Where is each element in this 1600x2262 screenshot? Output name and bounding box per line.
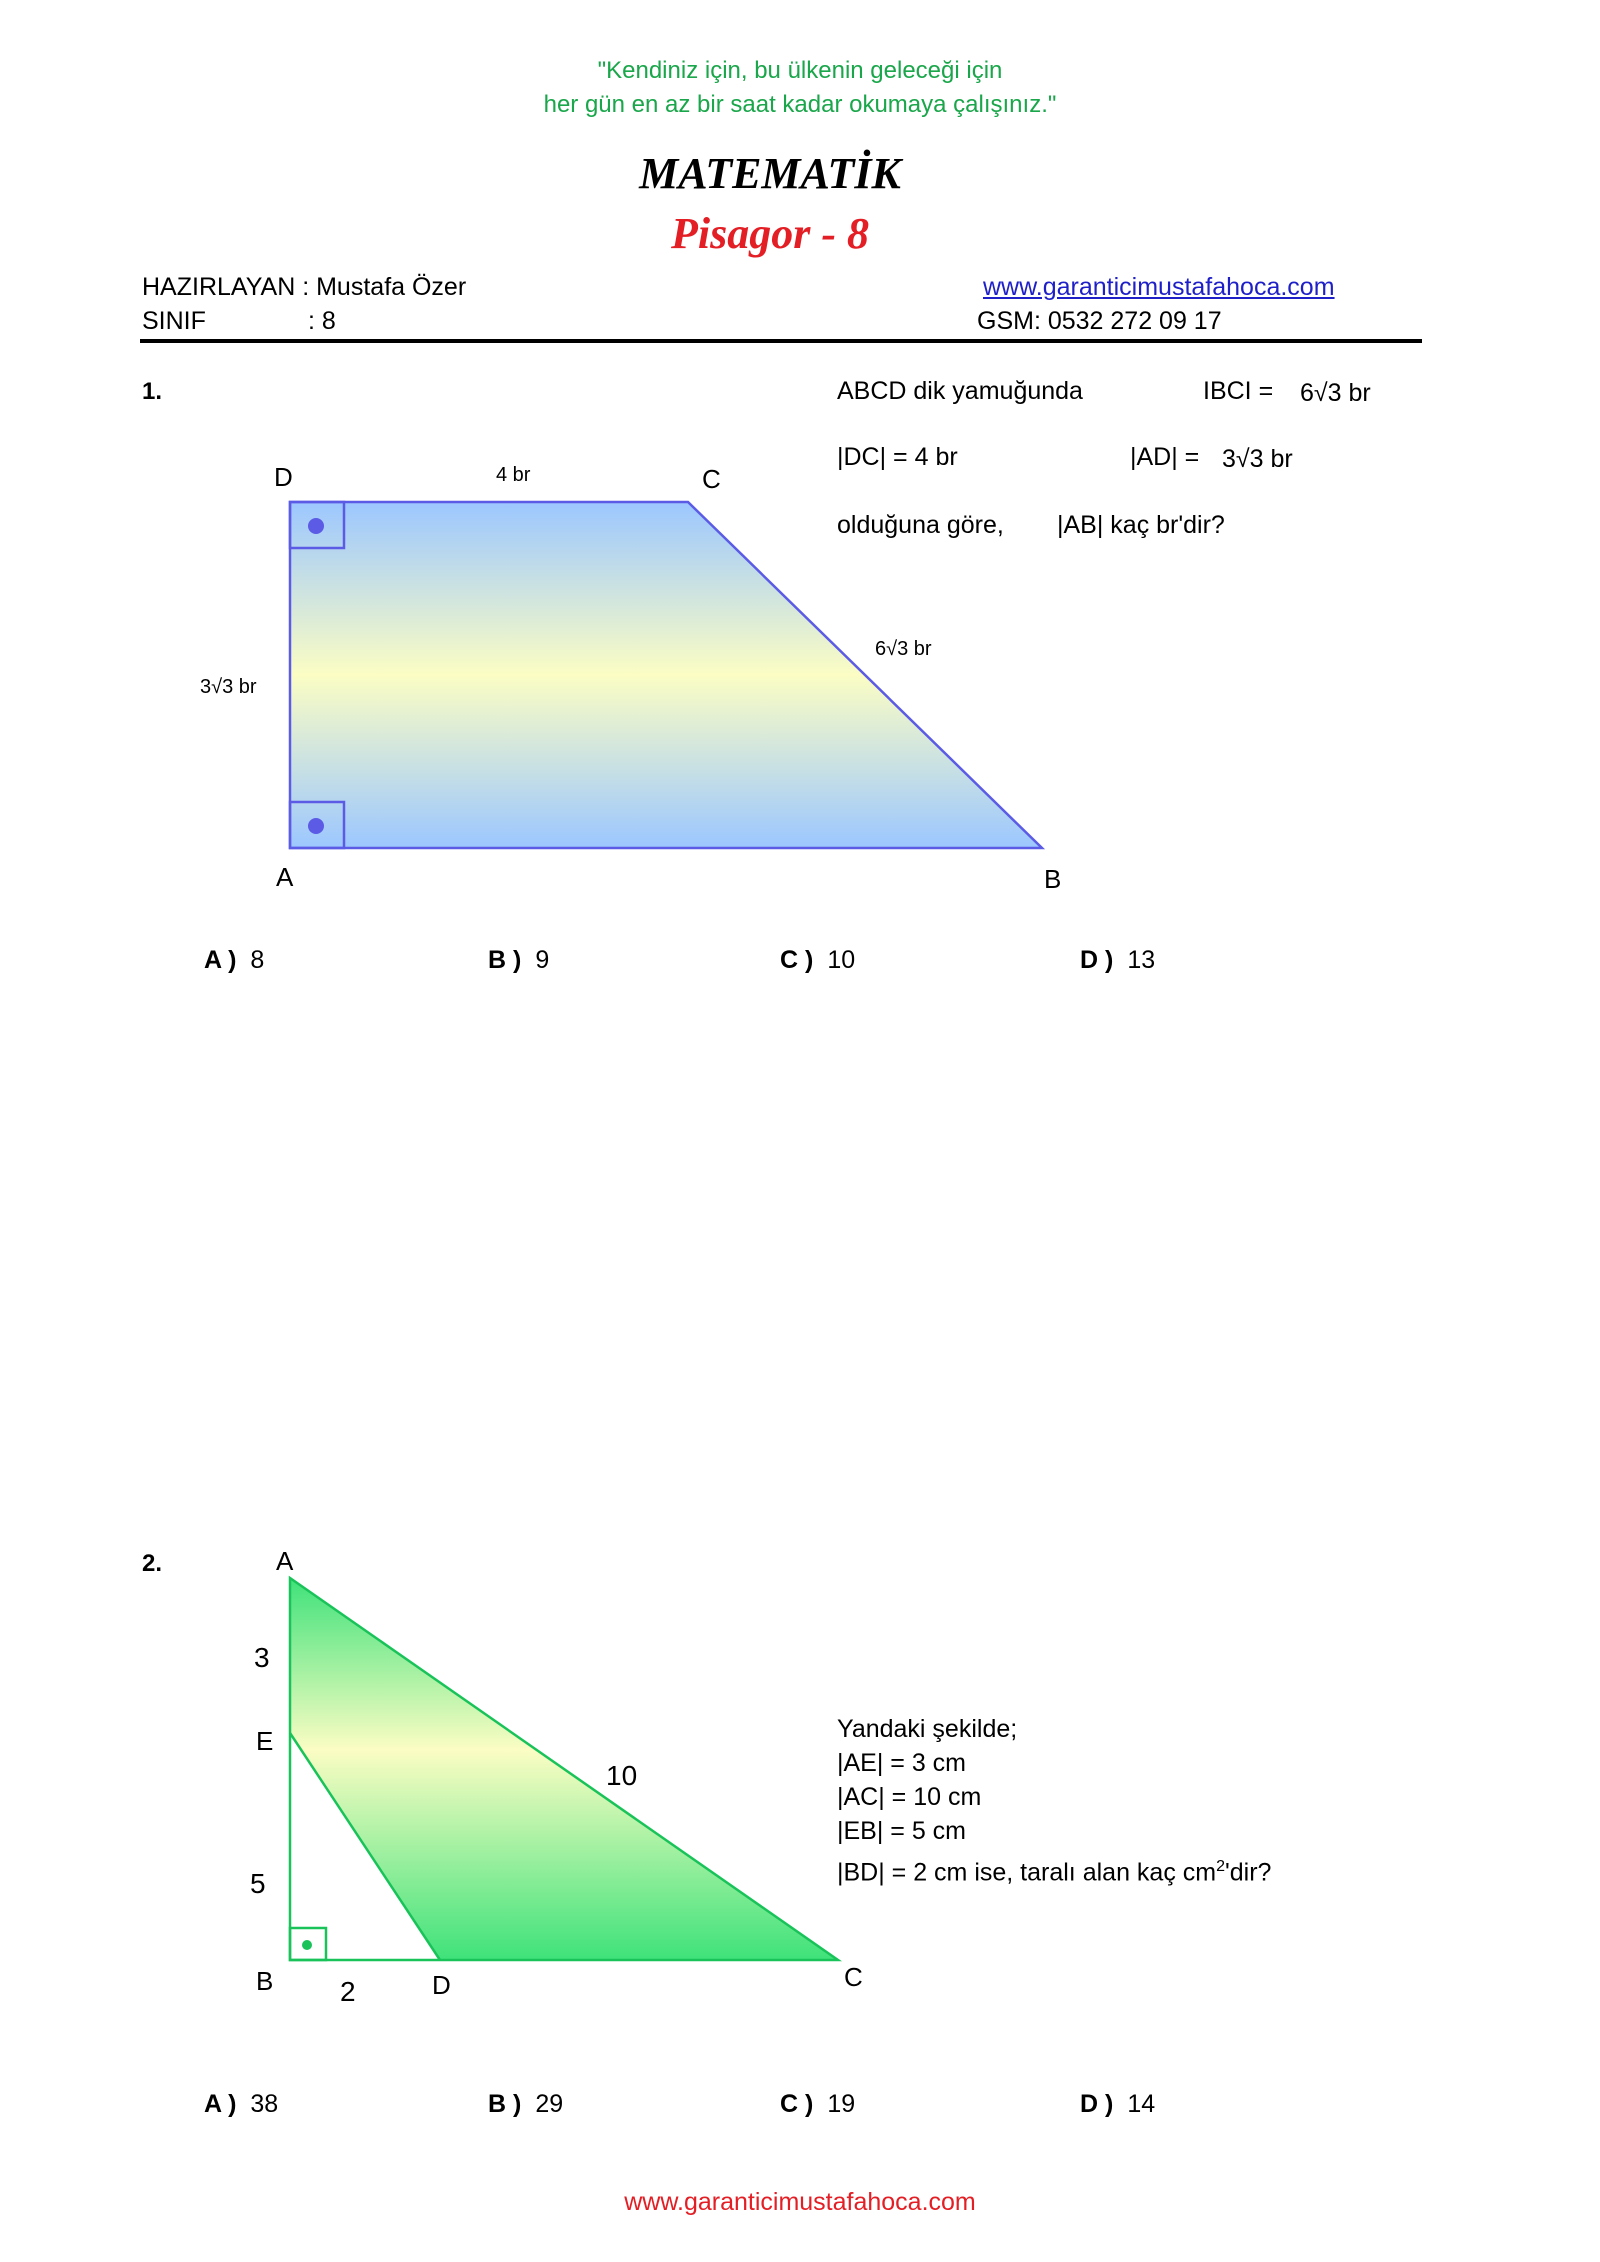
quote-line-1: "Kendiniz için, bu ülkenin geleceği için: [597, 57, 1003, 84]
option-letter: B ): [488, 2090, 522, 2118]
option-value: 8: [250, 946, 265, 974]
q1-fig-ad-coef: 3: [200, 676, 212, 698]
q1-label-a: A: [276, 862, 294, 892]
q2-label-c: C: [844, 1962, 863, 1992]
sqrt-symbol: √: [211, 676, 223, 698]
q1-fig-bc-unit: br: [913, 638, 932, 660]
question-2-number: 2.: [142, 1550, 163, 1577]
q1-label-b: B: [1044, 864, 1062, 894]
q2-option-b[interactable]: [488, 2090, 563, 2119]
q1-ad-unit: br: [1270, 445, 1293, 473]
q2-length-bd: 2: [340, 1976, 356, 2007]
q1-bc-rad: 3: [1327, 379, 1342, 407]
q2-label-a: A: [276, 1546, 294, 1576]
q2-text-line5: [837, 1850, 1271, 1889]
q1-label-d: D: [274, 462, 293, 492]
q2-option-c[interactable]: [780, 2090, 855, 2119]
topic-title: Pisagor - 8: [671, 209, 869, 258]
q2-text-line5-sup: 2: [1216, 1858, 1225, 1875]
q1-ad-coef: 3: [1222, 445, 1236, 473]
q2-label-d: D: [432, 1970, 451, 2000]
quote-line-2: her gün en az bir saat kadar okumaya çalışınız.": [543, 91, 1057, 118]
q2-text-line5-a: |BD| = 2 cm ise, taralı alan kaç cm: [837, 1858, 1217, 1887]
q1-ad-rad: 3: [1249, 445, 1264, 473]
option-value: 38: [250, 2090, 279, 2118]
q1-bc-unit: br: [1348, 379, 1371, 407]
option-letter: A ): [204, 946, 237, 974]
q1-fig-bc-rad: 3: [897, 638, 909, 660]
q2-label-b: B: [256, 1966, 274, 1996]
q2-text-line5-b: 'dir?: [1225, 1858, 1272, 1887]
q2-text-line1: Yandaki şekilde;: [837, 1715, 1018, 1743]
q2-text-line4: |EB| = 5 cm: [837, 1817, 967, 1845]
option-letter: D ): [1080, 946, 1114, 974]
q2-length-ae: 3: [254, 1642, 270, 1673]
option-value: 10: [827, 946, 856, 974]
author-label: HAZIRLAYAN : Mustafa Özer: [142, 273, 467, 301]
sqrt-symbol: √: [886, 638, 898, 660]
option-letter: C ): [780, 946, 814, 974]
q1-text-line3-a: olduğuna göre,: [837, 511, 1004, 539]
q1-text-line1-b: IBCI =: [1203, 377, 1274, 405]
option-letter: D ): [1080, 2090, 1114, 2118]
q1-text-line2-b: |AD| =: [1130, 443, 1200, 471]
q2-length-ac: 10: [606, 1760, 638, 1791]
class-label: SINIF: [142, 307, 206, 335]
option-letter: A ): [204, 2090, 237, 2118]
q2-label-e: E: [256, 1726, 274, 1756]
q1-text-line2-a: |DC| = 4 br: [837, 443, 958, 471]
sqrt-symbol: √: [1313, 379, 1328, 407]
header-phone: GSM: 0532 272 09 17: [977, 307, 1222, 335]
option-value: 14: [1127, 2090, 1156, 2118]
q1-fig-ad-unit: br: [238, 676, 257, 698]
q2-length-eb: 5: [250, 1868, 266, 1899]
q1-text-line1-a: ABCD dik yamuğunda: [837, 377, 1083, 405]
q2-text-line2: |AE| = 3 cm: [837, 1749, 967, 1777]
q1-fig-ad-rad: 3: [222, 676, 234, 698]
question-1-number: 1.: [142, 378, 163, 405]
q1-bc-coef: 6: [1300, 379, 1314, 407]
q2-option-d[interactable]: [1080, 2090, 1155, 2119]
q2-option-a[interactable]: [204, 2090, 278, 2119]
option-letter: C ): [780, 2090, 814, 2118]
right-angle-dot-b: [302, 1940, 312, 1950]
option-letter: B ): [488, 946, 522, 974]
option-value: 29: [535, 2090, 564, 2118]
subject-title: MATEMATİK: [639, 149, 901, 198]
q2-text-line3: |AC| = 10 cm: [837, 1783, 982, 1811]
option-value: 19: [827, 2090, 856, 2118]
q1-label-dc-length: 4 br: [496, 464, 531, 486]
header-website-text[interactable]: www.garanticimustafahoca.com: [983, 273, 1335, 301]
q1-label-c: C: [702, 464, 721, 494]
q1-fig-bc-coef: 6: [875, 638, 887, 660]
option-value: 13: [1127, 946, 1156, 974]
option-value: 9: [535, 946, 550, 974]
footer-website[interactable]: www.garanticimustafahoca.com: [624, 2188, 976, 2216]
sqrt-symbol: √: [1235, 445, 1250, 473]
q1-text-line3-b: |AB| kaç br'dir?: [1057, 511, 1225, 539]
class-value: : 8: [308, 307, 336, 335]
